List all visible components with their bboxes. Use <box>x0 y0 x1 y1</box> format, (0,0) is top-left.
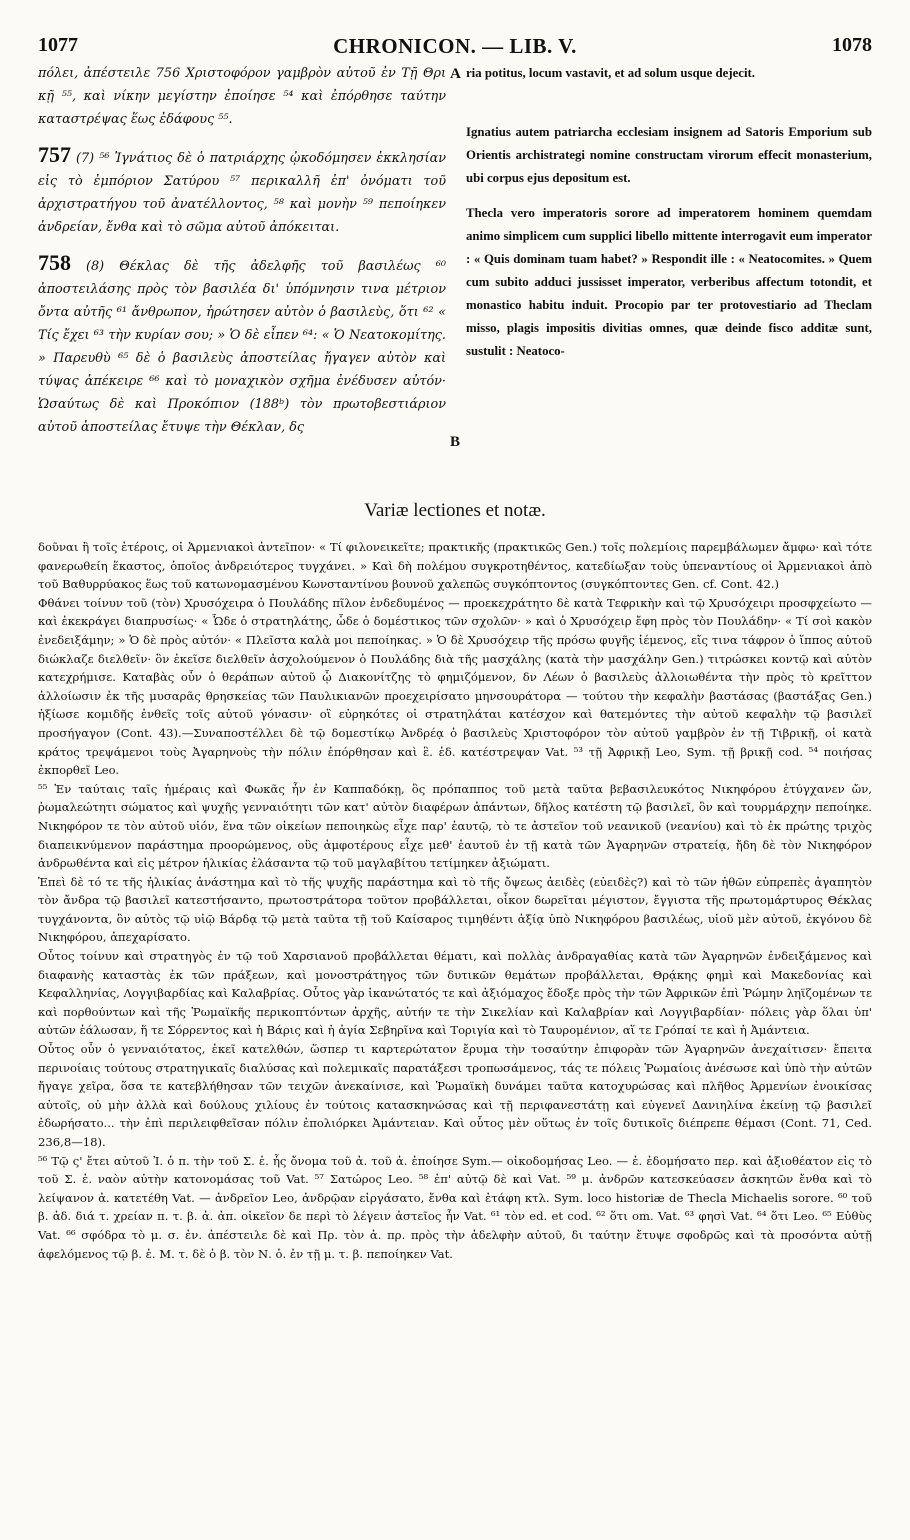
column-marker-a: A <box>450 66 461 82</box>
section-number: 757 <box>38 142 71 167</box>
running-header <box>38 34 872 64</box>
note-paragraph: Ἐπεὶ δὲ τό τε τῆς ἡλικίας ἀνάστημα καὶ τὸ τῆς ψυχῆς παράστημα καὶ τὸ τῆς ὄψεως ἀειδὲς (εὐειδὲς?) καὶ τὸ τῶν ἠθῶν εὐπρεπὲς ἀγαπητὸν τὸν ἄνδρα τῷ βασιλεῖ κατεστήσαντο, πρωτοστράτορα τοῦτον προβάλλεται, οἶκον δωρεῖται μέγιστον, ἔγγιστα τῆς πρωτομάρτυρος Θέκλας τυγχάνοντα, ὃν αὐτὸς τῷ υἱῷ Βάρδᾳ τῷ μετὰ ταῦτα τῇ τοῦ Καίσαρος τιμηθέντι ἀξίᾳ ὑπὸ Νικηφόρου βασιλέως, υἱοῦ μὲν αὐτοῦ, ἐκγόνου δὲ Νικηφόρου, ἀπεχαρίσατο. <box>38 874 872 945</box>
section-number: 758 <box>38 250 71 275</box>
note-paragraph: δοῦναι ἢ τοῖς ἑτέροις, οἱ Ἀρμενιακοὶ ἀντεῖπον· « Τί φιλονεικεῖτε; πρακτικῆς (πρακτικῶς Gen.) τοῖς πολεμίοις παρεμβάλωμεν ἄμφω· καὶ τότε φανερωθείη ἕκαστος, ὁποῖος ἀνδρειότερος τυγχάνει. » Καὶ δὴ πολέμου συγκροτηθέντος, κατεδίωξαν τοὺς ὑπεναντίους οἱ Ἀρμενιακοὶ ἀπὸ τοῦ Βαθυρρύακος ἕως τοῦ κατωνομασμένου Κωνσταντίνου βουνοῦ χαλεπῶς συγκόπτοντος (συγκόπτοντες Gen. cf. Cont. 42.) <box>38 540 872 592</box>
latin-paragraph-3: Thecla vero imperatoris sorore ad imperatorem hominem quemdam animo simplicem cum supplici libello mittente interrogavit eum imperator : « Quis dominam tuam habet? » Respondit ille : « Neatocomites. » Quem cum subito adduci jussisset imperator, verberibus affectum totondit, et monastico habitu induit. Procopio par ter protovestiario ad Theclam misso, plagis impositis divitias omnes, quæ deinde fisco additæ sunt, sustulit : Neatoco- <box>466 206 872 358</box>
notes-heading: Variæ lectiones et notæ. <box>364 500 546 521</box>
running-title: CHRONICON. — LIB. V. <box>333 34 577 58</box>
greek-column <box>38 62 446 451</box>
latin-paragraph-1: ria potitus, locum vastavit, et ad solum usque dejecit. <box>466 66 755 80</box>
note-paragraph: ⁵⁶ Τῷ ς' ἔτει αὐτοῦ Ἰ. ὁ π. τὴν τοῦ Σ. ἐ. ἧς ὄνομα τοῦ ἀ. τοῦ ἀ. ἐποίησε Sym.— οἰκοδομήσας Leo. — ἐ. ἐδομήσατο περ. καὶ ἀξιοθέατον εἰς τὸ τοῦ Σ. ἐ. ναὸν αὐτὴν κατονομάσας τοῦ Vat. ⁵⁷ Σατώρος Leo. ⁵⁸ ἐπ' αὐτῷ δὲ καὶ Vat. ⁵⁹ μ. ἀνδρῶν κατεσκεύασεν ἀσκητῶν ἔνθα καὶ τὸ λείψανον ἀ. κατετέθη Vat. — ἀνδρεῖον Leo, ἀνδρῷαν εἰργάσατο, ἔνθα καὶ ἐτάφη κτλ. Sym. loco historiæ de Thecla Michaelis sorore. ⁶⁰ τοῦ β. ἀδ. διά τ. χρείαν π. τ. β. ἀ. ἀπ. οἰκεῖον δε περὶ τὸ λέγειν ἀστεῖος ἦν Vat. ⁶¹ τὸν ed. et cod. ⁶² ὅτι om. Vat. ⁶³ φησὶ Vat. ⁶⁴ ὅτι Leo. ⁶⁵ Εὐθὺς Vat. ⁶⁶ σφόδρα τὸ μ. σ. ἐν. ἀπέστειλε δὲ καὶ Πρ. τὸν ἀ. πρ. πρὸς τὴν ἀδελφὴν αὐτοῦ, δι ταύτην ἔτυψε σφοδρῶς καὶ τὰ προσόντα αὐτῇ ἀφελόμενος τῷ β. ἐ. Μ. τ. δὲ ὁ β. τὸν Ν. ὁ. ἐν τῇ μ. τ. β. πεποίηκεν Vat. <box>38 1153 872 1261</box>
page-number-right: 1078 <box>832 34 872 56</box>
notes-section <box>38 538 872 1263</box>
greek-paragraph-text: (7) ⁵⁶ Ἰγνάτιος δὲ ὁ πατριάρχης ᾠκοδόμησεν ἐκκλησίαν εἰς τὸ ἐμπόριον Σατύρου ⁵⁷ περικαλλῆ ἐπ' ὀνόματι τοῦ ἀρχιστρατήγου τοῦ ἀνατέλλοντος, ⁵⁸ καὶ μονὴν ⁵⁹ πεποίηκεν ἀνδρείαν, ἔνθα καὶ τὸ σῶμα αὐτοῦ ἀπόκειται. <box>38 151 446 235</box>
note-paragraph: Οὗτος τοίνυν καὶ στρατηγὸς ἐν τῷ τοῦ Χαρσιανοῦ προβάλλεται θέματι, καὶ πολλὰς ἀνδραγαθίας κατὰ τῶν Ἀγαρηνῶν ἐνδειξάμενος καὶ διαφανὴς καταστὰς ἐκ τῶν πράξεων, καὶ μονοστράτηγος τῶν δυτικῶν θεμάτων προβάλλεται, Θρᾴκης φημὶ καὶ Μακεδονίας καὶ Κεφαλληνίας, Λογγιβαρδίας καὶ Καλαβρίας. Οὗτος γὰρ ἱκανώτατός τε καὶ ἀξιόμαχος ἔδοξε πρὸς τὴν τῶν Ἀφρικῶν ἐπὶ Ῥώμην ληϊζομένων τε καὶ πορθούντων καὶ τῆς Ῥωμαϊκῆς περικοπτόντων ἀρχῆς, αὐτήν τε τὴν Σικελίαν καὶ Καλαβρίαν καὶ Λογγιβαρδίαν· πόλεις γὰρ ὅλαι ὑπ' αὐτῶν ἑάλωσαν, ἥ τε Σόρρεντος καὶ ἡ Βάρις καὶ ἡ ἁγία Σεβηρῖνα καὶ Τοριγία καὶ τὸ Ταυρομένιον, αἵ τε Γρόπαί τε καὶ ἡ Ἀμάντεια. <box>38 949 872 1038</box>
latin-column <box>466 62 872 375</box>
note-paragraph: Φθάνει τοίνυν τοῦ (τὸν) Χρυσόχειρα ὁ Πουλάδης πῖλον ἐνδεδυμένος — προεκεχράτητο δὲ κατὰ Τεφρικὴν καὶ τῷ Χρυσόχειρι προσφχείωτο — καὶ ἐκεκράγει διαπρυσίως· « Ὧδε ὁ στρατηλάτης, ὧδε ὁ δομέστικος τῶν σχολῶν· » καὶ ὁ Χρυσόχειρ ἔφη πρὸς τὸν Πουλάδην· « Τί σοὶ κακὸν ἐνεδειξάμην; » Ὁ δὲ πρὸς αὐτόν· « Πλεῖστα καλὰ μοι πεποίηκας. » Ὁ δὲ Χρυσόχειρ τῆς πρόσω φυγῆς ἱέμενος, εἴς τινα τάφρον ὁ ἵππος αὐτοῦ διώκλαζε διελθεῖν· ὃν ἐκεῖσε διελθεῖν ἀσχολούμενον ὁ Πουλάδης διὰ τῆς μασχάλης (κατὰ τὴν μασχάλην Gen.) τιτρώσκει κοντῷ καὶ αὐτὸν κατεχρήμισε. Καταβὰς οὖν ὁ θεράπων αὐτοῦ ᾧ Διακονίτζης τὸ φημιζόμενον, δν Λέων ὁ βασιλεὺς ἀλλοιωθέντα τὴν πρὸς τὸ κρεῖττον ἀλλοίωσιν ἐκ τῆς μυσαρᾶς θρησκείας τῶν Παυλικιανῶν προεχειρίσατο μηνσουράτορα — τούτου τὴν κεφαλὴν βαστάσας (βαστάξας Gen.) ἠξίωσε κομιδῆς ἐνθεῖς τοῖς αὐτοῦ γόνασιν· οἳ εὐρηκότες οἱ στρατηλάται κατέσχον καὶ θατεμόντες τὴν αὐτοῦ κεφαλὴν τῷ βασιλεῖ προσήγαγον (Cont. 43).—Συναποστέλλει δὲ τῷ δομεστίκῳ Ἀνδρέᾳ ὁ βασιλεὺς Χριστοφόρον τὸν αὐτοῦ γαμβρὸν ἐν τῇ Τιβρικῇ, οἱ κατὰ κράτος τρεψάμενοι τοὺς Ἀγαρηνοὺς τὴν πόλιν ἐπόρθησαν καὶ ἓ. ἐδ. κατέστρεψαν Vat. ⁵³ τῇ Ἀφρικῇ Leo, Sym. τῇ βρικῇ cod. ⁵⁴ ποιήσας ἐκπορθεῖ Leo. <box>38 595 872 778</box>
greek-paragraph-756: πόλει, ἀπέστειλε 756 Χριστοφόρον γαμβρὸν αὐτοῦ ἐν Τῇ Θρι κῇ ⁵⁵, καὶ νίκην μεγίστην ἐποίησε ⁵⁴ καὶ ἐπόρθησε ταύτην καταστρέψας ἕως ἐδάφους ⁵⁵. <box>38 66 446 127</box>
note-paragraph: Οὗτος οὖν ὁ γενναιότατος, ἐκεῖ κατελθών, ὥσπερ τι καρτερώτατον ἔρυμα τὴν τοσαύτην ἐπιφορὰν τῶν Ἀγαρηνῶν ἀνεχαίτισεν· ἔπειτα περινοίαις τούτους στρατηγικαῖς διαλύσας καὶ πολεμικαῖς παρατάξεσι τροπωσάμενος, τάς τε πόλεις Ῥωμαίοις ἀνέσωσε καὶ ὑπὸ τὴν αὐτῶν ἤγαγε χεῖρα, ὅσα τε κατεβλήθησαν τῶν τειχῶν ἀνεκαίνισε, καὶ Ῥωμαϊκὴ δυνάμει ταῦτα κατοχυρώσας καὶ πλῆθος Ἀρμενίων ἐνοικίσας αὐτοῖς, οὐ μὴν ἀλλὰ καὶ δούλους χιλίους ἐν τούτοις κατασκηνώσας καὶ τῇ περιφανεστάτῃ καὶ εὐγενεῖ Δανιηλίνα ἐκείνῃ τῷ βασιλεῖ ἐδωρήσατο... τὴν ἐπὶ περιλειφθεῖσαν πόλιν ἐπολιόρκει Ἀμάντειαν. Καὶ οὗτος μὲν οὕτως ἐν τοῖς δυτικοῖς διέπρεπε θέμασι (Cont. 71, Ced. 236,8—18). <box>38 1042 872 1149</box>
greek-paragraph-text: (8) Θέκλας δὲ τῆς ἀδελφῆς τοῦ βασιλέως ⁶⁰ ἀποστειλάσης πρὸς τὸν βασιλέα δι' ὑπόμνησιν τινα μέτριον ὄντα αὐτῆς ⁶¹ ἄνθρωπον, ἠρώτησεν αὐτὸν ὁ βασιλεὺς, ὅτι ⁶² « Τίς ἔχει ⁶³ τὴν κυρίαν σου; » Ὁ δὲ εἶπεν ⁶⁴: « Ὁ Νεατοκομίτης. » Παρευθὺ ⁶⁵ δὲ ὁ βασιλεὺς ἀποστείλας ἤγαγεν αὐτὸν καὶ τύψας ἀπέκειρε ⁶⁶ καὶ τὸ μοναχικὸν σχῆμα ἐνέδυσεν αὐτόν· Ὡσαύτως δὲ καὶ Προκόπιον (188ᵇ) τὸν πρωτοβεστιάριον αὐτοῦ ἀποστείλας ἔτυψε τὴν Θέκλαν, δς <box>38 259 446 435</box>
column-marker-b: B <box>450 434 461 450</box>
greek-paragraph-758 <box>38 251 446 439</box>
page-number-left: 1077 <box>38 34 78 56</box>
note-paragraph: ⁵⁵ Ἐν ταύταις ταῖς ἡμέραις καὶ Φωκᾶς ἦν ἐν Καππαδόκῃ, ὃς πρόπαππος τοῦ μετὰ ταῦτα βεβασιλευκότος Νικηφόρου ἐτύγχανεν ὤν, ῥωμαλεώτητι σώματος καὶ ψυχῆς γενναιότητι τῶν κατ' αὐτὸν διαφέρων ἁπάντων, δῆλος κατέστη τῷ βασιλεῖ, ὃν καὶ τουρμάρχην πεποίηκε. Νικηφόρον τε τὸν αὐτοῦ υἱόν, ἕνα τῶν οἰκείων πεποιηκὼς εἶχε παρ' ἑαυτῷ, τὸ τε ἀστεῖον τοῦ νεανικοῦ (νεανίου) καὶ τὸ ἐκ πρώτης τριχὸς διαπεικνύμενον παράστημα προορώμενος, οὓς ἀμφοτέρους εἶχε μεθ' ἑαυτοῦ ἐν τῇ κατὰ τῶν Ἀγαρηνῶν στρατείᾳ, ἤδη δὲ τὸν Νικηφόρον ἀνδρωθέντα καὶ εἰς μέτρον ἡλικίας ἐλάσαντα τῷ τοῦ μαγλαβίτου τετίμηκεν ἀξιώματι. <box>38 781 872 871</box>
greek-paragraph-757 <box>38 143 446 239</box>
latin-paragraph-2: Ignatius autem patriarcha ecclesiam insignem ad Satoris Emporium sub Orientis archistrategi nomine constructam virorum effecit monasterium, ubi corpus ejus depositum est. <box>466 125 872 185</box>
main-text <box>38 62 872 482</box>
